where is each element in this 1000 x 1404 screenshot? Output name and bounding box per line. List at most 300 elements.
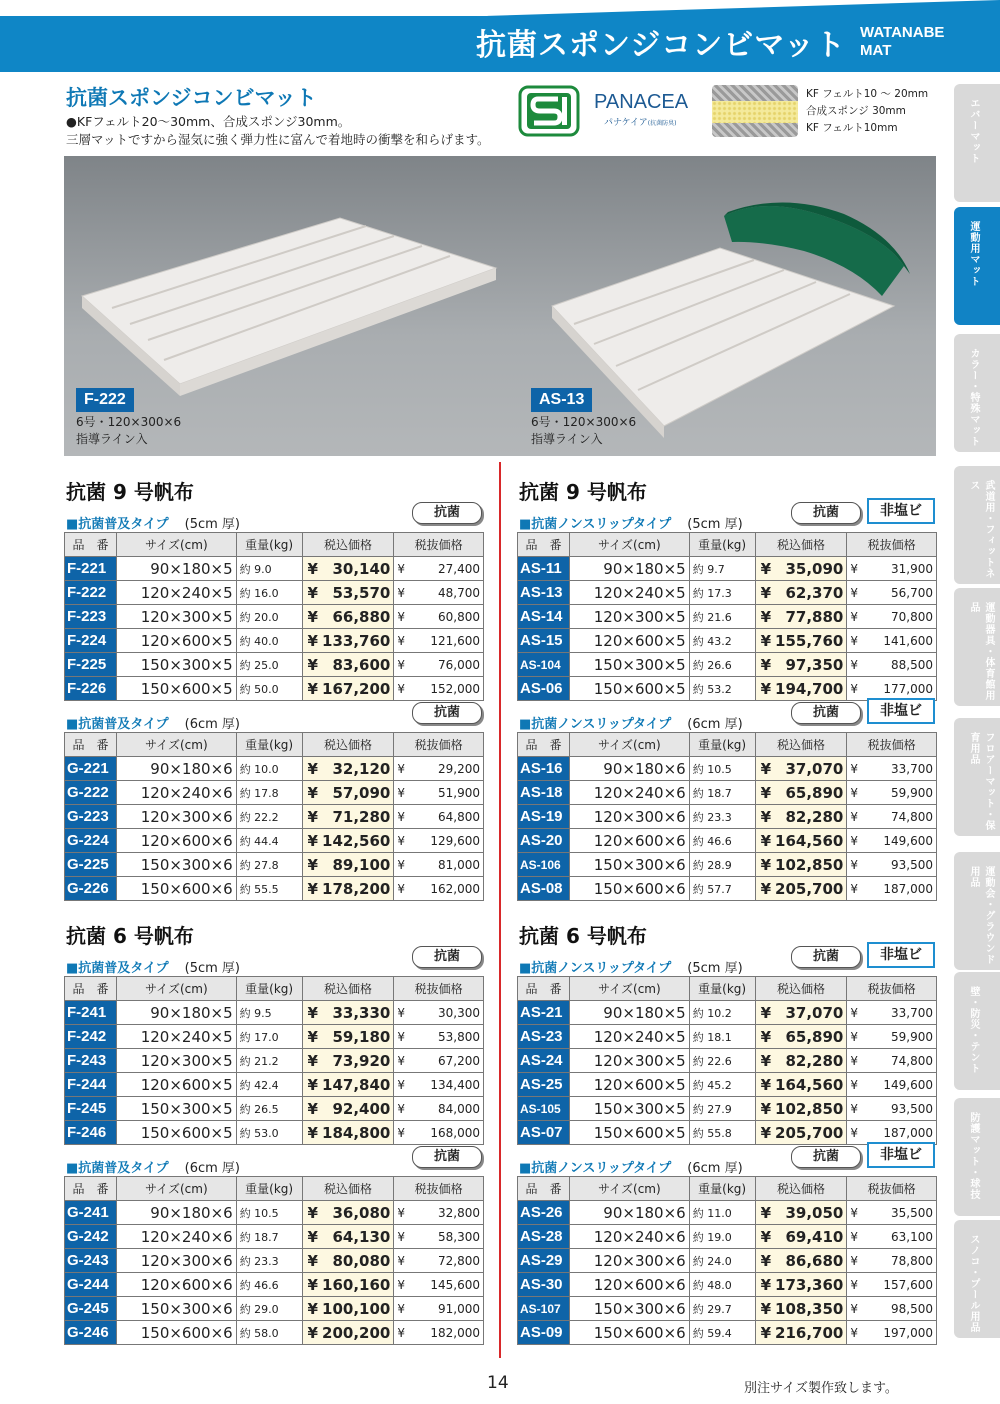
yen-sign: ¥: [760, 807, 771, 826]
column-header: 税込価格: [755, 1177, 847, 1201]
yen-sign: ¥: [397, 881, 405, 896]
yen-sign: ¥: [850, 857, 858, 872]
product-code: F-226: [65, 677, 117, 701]
weight-cell: 約 58.0: [236, 1321, 302, 1345]
table-type: ■抗菌普及タイプ: [66, 1161, 169, 1176]
table-row: [65, 581, 484, 605]
side-tab-5[interactable]: [954, 718, 1000, 836]
table-type: ■抗菌普及タイプ: [66, 961, 169, 976]
side-tab-label: 運動会・グラウンド用品: [968, 866, 994, 965]
column-header: 税込価格: [755, 533, 847, 557]
yen-sign: ¥: [760, 855, 771, 874]
price-excl-tax: [394, 1201, 484, 1225]
price-excl-tax: [394, 1297, 484, 1321]
price-incl-tax: [755, 877, 847, 901]
price-value: 89,100: [332, 855, 391, 874]
table-row: [518, 1001, 937, 1025]
logo-sub: [604, 115, 676, 128]
page-header: [0, 0, 1000, 72]
weight-cell: 約 27.8: [236, 853, 302, 877]
weight-cell: 約 18.7: [689, 781, 755, 805]
column-header: 税抜価格: [847, 733, 937, 757]
price-excl-tax: [847, 653, 937, 677]
yen-sign: ¥: [850, 561, 858, 576]
yen-sign: ¥: [850, 1077, 858, 1092]
table-row: [518, 677, 937, 701]
price-incl-tax: [302, 605, 394, 629]
price-incl-tax: [755, 1121, 847, 1145]
price-value: 76,000: [438, 657, 480, 672]
size-cell: 120×300×5: [116, 605, 236, 629]
column-header: 重量(kg): [689, 533, 755, 557]
page-number: 14: [487, 1373, 509, 1393]
side-tab-6[interactable]: [954, 852, 1000, 970]
product-desc-2: 三層マットですから湿気に強く弾力性に富んで着地時の衝撃を和らげます。: [66, 132, 490, 147]
price-value: 187,000: [883, 881, 933, 896]
price-incl-tax: [302, 1273, 394, 1297]
panacea-logo: [518, 85, 704, 137]
yen-sign: ¥: [397, 1229, 405, 1244]
size-cell: 90×180×6: [116, 1201, 236, 1225]
product-desc-1: ●KFフェルト20～30mm、合成スポンジ30mm。: [66, 114, 351, 129]
price-value: 64,130: [332, 1227, 391, 1246]
table-row: [65, 829, 484, 853]
weight-cell: 約 55.8: [689, 1121, 755, 1145]
price-excl-tax: [847, 629, 937, 653]
price-incl-tax: [755, 1025, 847, 1049]
weight-cell: 約 29.0: [236, 1297, 302, 1321]
price-value: 83,600: [332, 655, 391, 674]
product-code: AS-104: [518, 653, 570, 677]
brand-line-1: WATANABE: [860, 24, 945, 41]
weight-cell: 約 40.0: [236, 629, 302, 653]
weight-cell: 約 9.0: [236, 557, 302, 581]
yen-sign: ¥: [307, 1051, 318, 1070]
weight-cell: 約 17.0: [236, 1025, 302, 1049]
price-incl-tax: [755, 1273, 847, 1297]
weight-cell: 約 59.4: [689, 1321, 755, 1345]
yen-sign: ¥: [397, 761, 405, 776]
price-incl-tax: [302, 1025, 394, 1049]
size-cell: 150×300×5: [116, 1097, 236, 1121]
price-value: 100,100: [322, 1299, 391, 1318]
table-row: [518, 1025, 937, 1049]
price-incl-tax: [755, 781, 847, 805]
antibacterial-badge: 抗菌: [791, 1146, 861, 1168]
product-code: AS-14: [518, 605, 570, 629]
antibacterial-badge: 抗菌: [791, 946, 861, 968]
price-value: 121,600: [430, 633, 480, 648]
product-code: AS-105: [518, 1097, 570, 1121]
yen-sign: ¥: [760, 583, 771, 602]
section-title-left-6: 抗菌 6 号帆布: [66, 924, 194, 948]
table-subtitle: [66, 713, 240, 732]
price-incl-tax: [302, 853, 394, 877]
price-excl-tax: [847, 1201, 937, 1225]
column-header: サイズ(cm): [116, 533, 236, 557]
price-excl-tax: [394, 1249, 484, 1273]
side-tab-label: カラー・特殊マット: [968, 348, 979, 447]
table-row: [518, 605, 937, 629]
price-value: 93,500: [891, 857, 933, 872]
price-incl-tax: [302, 757, 394, 781]
table-subtitle: [519, 1157, 743, 1176]
side-tab-9[interactable]: [954, 1220, 1000, 1338]
caption-line: 指導ライン入: [531, 432, 603, 446]
price-value: 129,600: [430, 833, 480, 848]
price-excl-tax: [394, 1001, 484, 1025]
weight-cell: 約 10.5: [689, 757, 755, 781]
price-excl-tax: [394, 1073, 484, 1097]
product-code: AS-18: [518, 781, 570, 805]
price-value: 36,080: [332, 1203, 391, 1222]
price-value: 147,840: [322, 1075, 391, 1094]
table-row: [518, 877, 937, 901]
table-thickness: (5cm 厚): [184, 961, 240, 976]
price-value: 60,800: [438, 609, 480, 624]
price-excl-tax: [847, 853, 937, 877]
price-value: 77,880: [785, 607, 844, 626]
weight-cell: 約 45.2: [689, 1073, 755, 1097]
price-incl-tax: [302, 557, 394, 581]
yen-sign: ¥: [397, 1253, 405, 1268]
price-incl-tax: [755, 1049, 847, 1073]
table-type: ■抗菌ノンスリップタイプ: [519, 517, 672, 532]
table-row: [518, 805, 937, 829]
price-incl-tax: [755, 581, 847, 605]
price-value: 92,400: [332, 1099, 391, 1118]
yen-sign: ¥: [760, 1027, 771, 1046]
product-code: F-223: [65, 605, 117, 629]
product-code: F-243: [65, 1049, 117, 1073]
table-row: [65, 1073, 484, 1097]
price-value: 216,700: [775, 1323, 844, 1342]
table-row: [65, 1001, 484, 1025]
side-tab-label: スノコ・プール用品: [968, 1234, 979, 1333]
price-excl-tax: [847, 829, 937, 853]
weight-cell: 約 23.3: [689, 805, 755, 829]
product-code: G-221: [65, 757, 117, 781]
price-incl-tax: [302, 805, 394, 829]
product-photo: [64, 156, 936, 456]
column-header: 品 番: [518, 1177, 570, 1201]
size-cell: 150×600×5: [116, 677, 236, 701]
price-value: 141,600: [883, 633, 933, 648]
price-value: 64,800: [438, 809, 480, 824]
size-cell: 150×600×6: [569, 877, 689, 901]
side-tab-label: 防護マット・球技: [968, 1112, 979, 1200]
yen-sign: ¥: [307, 1323, 318, 1342]
column-header: 品 番: [65, 533, 117, 557]
product-code: AS-15: [518, 629, 570, 653]
size-cell: 90×180×5: [569, 1001, 689, 1025]
price-value: 160,160: [322, 1275, 391, 1294]
size-cell: 120×240×6: [569, 1225, 689, 1249]
non-pvc-badge: 非塩ビ: [867, 942, 935, 968]
price-value: 164,560: [775, 1075, 844, 1094]
side-tab-4[interactable]: [954, 588, 1000, 706]
price-value: 108,350: [775, 1299, 844, 1318]
yen-sign: ¥: [307, 1203, 318, 1222]
yen-sign: ¥: [397, 1053, 405, 1068]
yen-sign: ¥: [397, 833, 405, 848]
yen-sign: ¥: [397, 1125, 405, 1140]
yen-sign: ¥: [307, 1027, 318, 1046]
table-subtitle: [66, 1157, 240, 1176]
table-subtitle: [519, 513, 743, 532]
layer-diagram: [712, 85, 798, 137]
table-row: [65, 677, 484, 701]
table-subtitle: [519, 957, 743, 976]
side-tab-3[interactable]: [954, 466, 1000, 584]
price-excl-tax: [394, 605, 484, 629]
table-thickness: (6cm 厚): [184, 1161, 240, 1176]
side-tab-label: 運動器具・体育館用品: [968, 602, 994, 701]
table-subtitle: [519, 713, 743, 732]
column-header: 品 番: [65, 1177, 117, 1201]
price-excl-tax: [847, 1249, 937, 1273]
product-code: AS-16: [518, 757, 570, 781]
column-header: 品 番: [518, 733, 570, 757]
price-incl-tax: [755, 1225, 847, 1249]
column-header: 品 番: [518, 533, 570, 557]
yen-sign: ¥: [760, 879, 771, 898]
size-cell: 120×300×5: [116, 1049, 236, 1073]
price-value: 194,700: [775, 679, 844, 698]
price-excl-tax: [847, 1073, 937, 1097]
table-row: [518, 1097, 937, 1121]
price-value: 27,400: [438, 561, 480, 576]
table-thickness: (6cm 厚): [687, 717, 743, 732]
size-cell: 150×600×5: [116, 1121, 236, 1145]
weight-cell: 約 57.7: [689, 877, 755, 901]
column-header: 税抜価格: [847, 533, 937, 557]
weight-cell: 約 42.4: [236, 1073, 302, 1097]
table-thickness: (6cm 厚): [687, 1161, 743, 1176]
table-row: [65, 853, 484, 877]
price-value: 31,900: [891, 561, 933, 576]
weight-cell: 約 10.0: [236, 757, 302, 781]
price-value: 168,000: [430, 1125, 480, 1140]
size-cell: 120×600×5: [116, 629, 236, 653]
yen-sign: ¥: [760, 1227, 771, 1246]
layer-1: KF フェルト10 ～ 20mm: [806, 88, 929, 100]
side-tab-0[interactable]: [954, 84, 1000, 202]
price-incl-tax: [755, 805, 847, 829]
price-value: 65,890: [785, 1027, 844, 1046]
yen-sign: ¥: [760, 1051, 771, 1070]
size-cell: 120×600×6: [116, 829, 236, 853]
caption-line: 6号・120×300×6: [531, 415, 637, 429]
price-excl-tax: [394, 1025, 484, 1049]
yen-sign: ¥: [307, 807, 318, 826]
logo-sub-note: (抗菌防臭): [647, 120, 677, 127]
yen-sign: ¥: [760, 1099, 771, 1118]
yen-sign: ¥: [760, 631, 771, 650]
price-table: [517, 1176, 937, 1345]
yen-sign: ¥: [760, 1323, 771, 1342]
weight-cell: 約 9.7: [689, 557, 755, 581]
column-header: 税抜価格: [394, 977, 484, 1001]
size-cell: 120×240×6: [116, 1225, 236, 1249]
section-title-right-6: 抗菌 6 号帆布: [519, 924, 647, 948]
weight-cell: 約 18.1: [689, 1025, 755, 1049]
column-header: 税込価格: [302, 1177, 394, 1201]
size-cell: 120×600×5: [569, 629, 689, 653]
yen-sign: ¥: [760, 607, 771, 626]
table-thickness: (6cm 厚): [184, 717, 240, 732]
price-value: 184,800: [322, 1123, 391, 1142]
section-title-right-9: 抗菌 9 号帆布: [519, 480, 647, 504]
antibacterial-badge: 抗菌: [791, 702, 861, 724]
yen-sign: ¥: [760, 559, 771, 578]
price-excl-tax: [847, 1273, 937, 1297]
price-incl-tax: [302, 581, 394, 605]
price-incl-tax: [302, 1001, 394, 1025]
yen-sign: ¥: [397, 785, 405, 800]
product-code: G-243: [65, 1249, 117, 1273]
price-value: 152,000: [430, 681, 480, 696]
column-header: 税込価格: [755, 977, 847, 1001]
table-row: [518, 1321, 937, 1345]
product-code: G-242: [65, 1225, 117, 1249]
weight-cell: 約 20.0: [236, 605, 302, 629]
table-row: [65, 557, 484, 581]
price-incl-tax: [302, 781, 394, 805]
price-table: [64, 976, 484, 1145]
yen-sign: ¥: [760, 759, 771, 778]
weight-cell: 約 18.7: [236, 1225, 302, 1249]
yen-sign: ¥: [850, 809, 858, 824]
column-header: 税抜価格: [847, 1177, 937, 1201]
price-value: 97,350: [785, 655, 844, 674]
table-row: [65, 781, 484, 805]
price-value: 145,600: [430, 1277, 480, 1292]
yen-sign: ¥: [307, 855, 318, 874]
price-incl-tax: [755, 557, 847, 581]
product-code: F-222: [65, 581, 117, 605]
weight-cell: 約 46.6: [236, 1273, 302, 1297]
product-code: AS-30: [518, 1273, 570, 1297]
price-excl-tax: [847, 1097, 937, 1121]
table-row: [65, 1049, 484, 1073]
price-excl-tax: [394, 1225, 484, 1249]
side-tab-1[interactable]: [954, 207, 1000, 325]
product-code: AS-19: [518, 805, 570, 829]
side-tab-label: フロアーマット・保育用品: [968, 732, 994, 831]
side-tab-label: 壁・防災・テント: [968, 986, 979, 1074]
size-cell: 120×300×6: [116, 805, 236, 829]
weight-cell: 約 28.9: [689, 853, 755, 877]
price-excl-tax: [394, 1049, 484, 1073]
photo-code-left: F-222: [76, 388, 134, 412]
weight-cell: 約 24.0: [689, 1249, 755, 1273]
price-value: 84,000: [438, 1101, 480, 1116]
column-header: 税抜価格: [394, 1177, 484, 1201]
price-value: 178,200: [322, 879, 391, 898]
yen-sign: ¥: [850, 609, 858, 624]
yen-sign: ¥: [307, 759, 318, 778]
product-title: 抗菌スポンジコンビマット: [66, 86, 317, 110]
product-code: G-226: [65, 877, 117, 901]
weight-cell: 約 17.8: [236, 781, 302, 805]
price-incl-tax: [755, 1201, 847, 1225]
side-tab-8[interactable]: [954, 1098, 1000, 1216]
layer-2: 合成スポンジ 30mm: [806, 105, 906, 117]
price-value: 57,090: [332, 783, 391, 802]
price-table: [517, 532, 937, 701]
size-cell: 150×600×5: [569, 1121, 689, 1145]
price-incl-tax: [755, 629, 847, 653]
side-tab-2[interactable]: [954, 334, 1000, 452]
column-header: 税込価格: [302, 733, 394, 757]
table-header-row: [518, 977, 937, 1001]
product-code: F-224: [65, 629, 117, 653]
product-code: G-222: [65, 781, 117, 805]
size-cell: 120×240×6: [116, 781, 236, 805]
yen-sign: ¥: [850, 1325, 858, 1340]
price-value: 73,920: [332, 1051, 391, 1070]
price-value: 67,200: [438, 1053, 480, 1068]
antibacterial-badge: 抗菌: [412, 502, 482, 524]
table-row: [65, 653, 484, 677]
yen-sign: ¥: [850, 681, 858, 696]
price-value: 39,050: [785, 1203, 844, 1222]
weight-cell: 約 50.0: [236, 677, 302, 701]
yen-sign: ¥: [760, 1203, 771, 1222]
product-code: AS-06: [518, 677, 570, 701]
weight-cell: 約 26.6: [689, 653, 755, 677]
price-incl-tax: [755, 1073, 847, 1097]
yen-sign: ¥: [397, 1277, 405, 1292]
weight-cell: 約 10.5: [236, 1201, 302, 1225]
price-value: 133,760: [322, 631, 391, 650]
price-incl-tax: [302, 1249, 394, 1273]
yen-sign: ¥: [850, 785, 858, 800]
price-value: 102,850: [775, 1099, 844, 1118]
side-tab-7[interactable]: [954, 972, 1000, 1090]
weight-cell: 約 27.9: [689, 1097, 755, 1121]
price-value: 63,100: [891, 1229, 933, 1244]
yen-sign: ¥: [850, 657, 858, 672]
price-excl-tax: [394, 1321, 484, 1345]
weight-cell: 約 53.2: [689, 677, 755, 701]
yen-sign: ¥: [850, 881, 858, 896]
price-value: 98,500: [891, 1301, 933, 1316]
table-header-row: [65, 977, 484, 1001]
column-header: サイズ(cm): [116, 733, 236, 757]
price-excl-tax: [394, 1121, 484, 1145]
product-code: AS-106: [518, 853, 570, 877]
product-code: G-245: [65, 1297, 117, 1321]
size-cell: 150×300×5: [569, 653, 689, 677]
table-row: [65, 1121, 484, 1145]
price-value: 81,000: [438, 857, 480, 872]
yen-sign: ¥: [307, 679, 318, 698]
column-header: サイズ(cm): [569, 1177, 689, 1201]
photo-caption-left: [76, 414, 181, 448]
column-header: 税抜価格: [394, 533, 484, 557]
price-value: 72,800: [438, 1253, 480, 1268]
size-cell: 150×600×6: [116, 1321, 236, 1345]
size-cell: 90×180×5: [116, 557, 236, 581]
table-header-row: [518, 733, 937, 757]
table-row: [65, 1225, 484, 1249]
weight-cell: 約 53.0: [236, 1121, 302, 1145]
price-value: 177,000: [883, 681, 933, 696]
column-header: 重量(kg): [236, 533, 302, 557]
price-incl-tax: [755, 757, 847, 781]
